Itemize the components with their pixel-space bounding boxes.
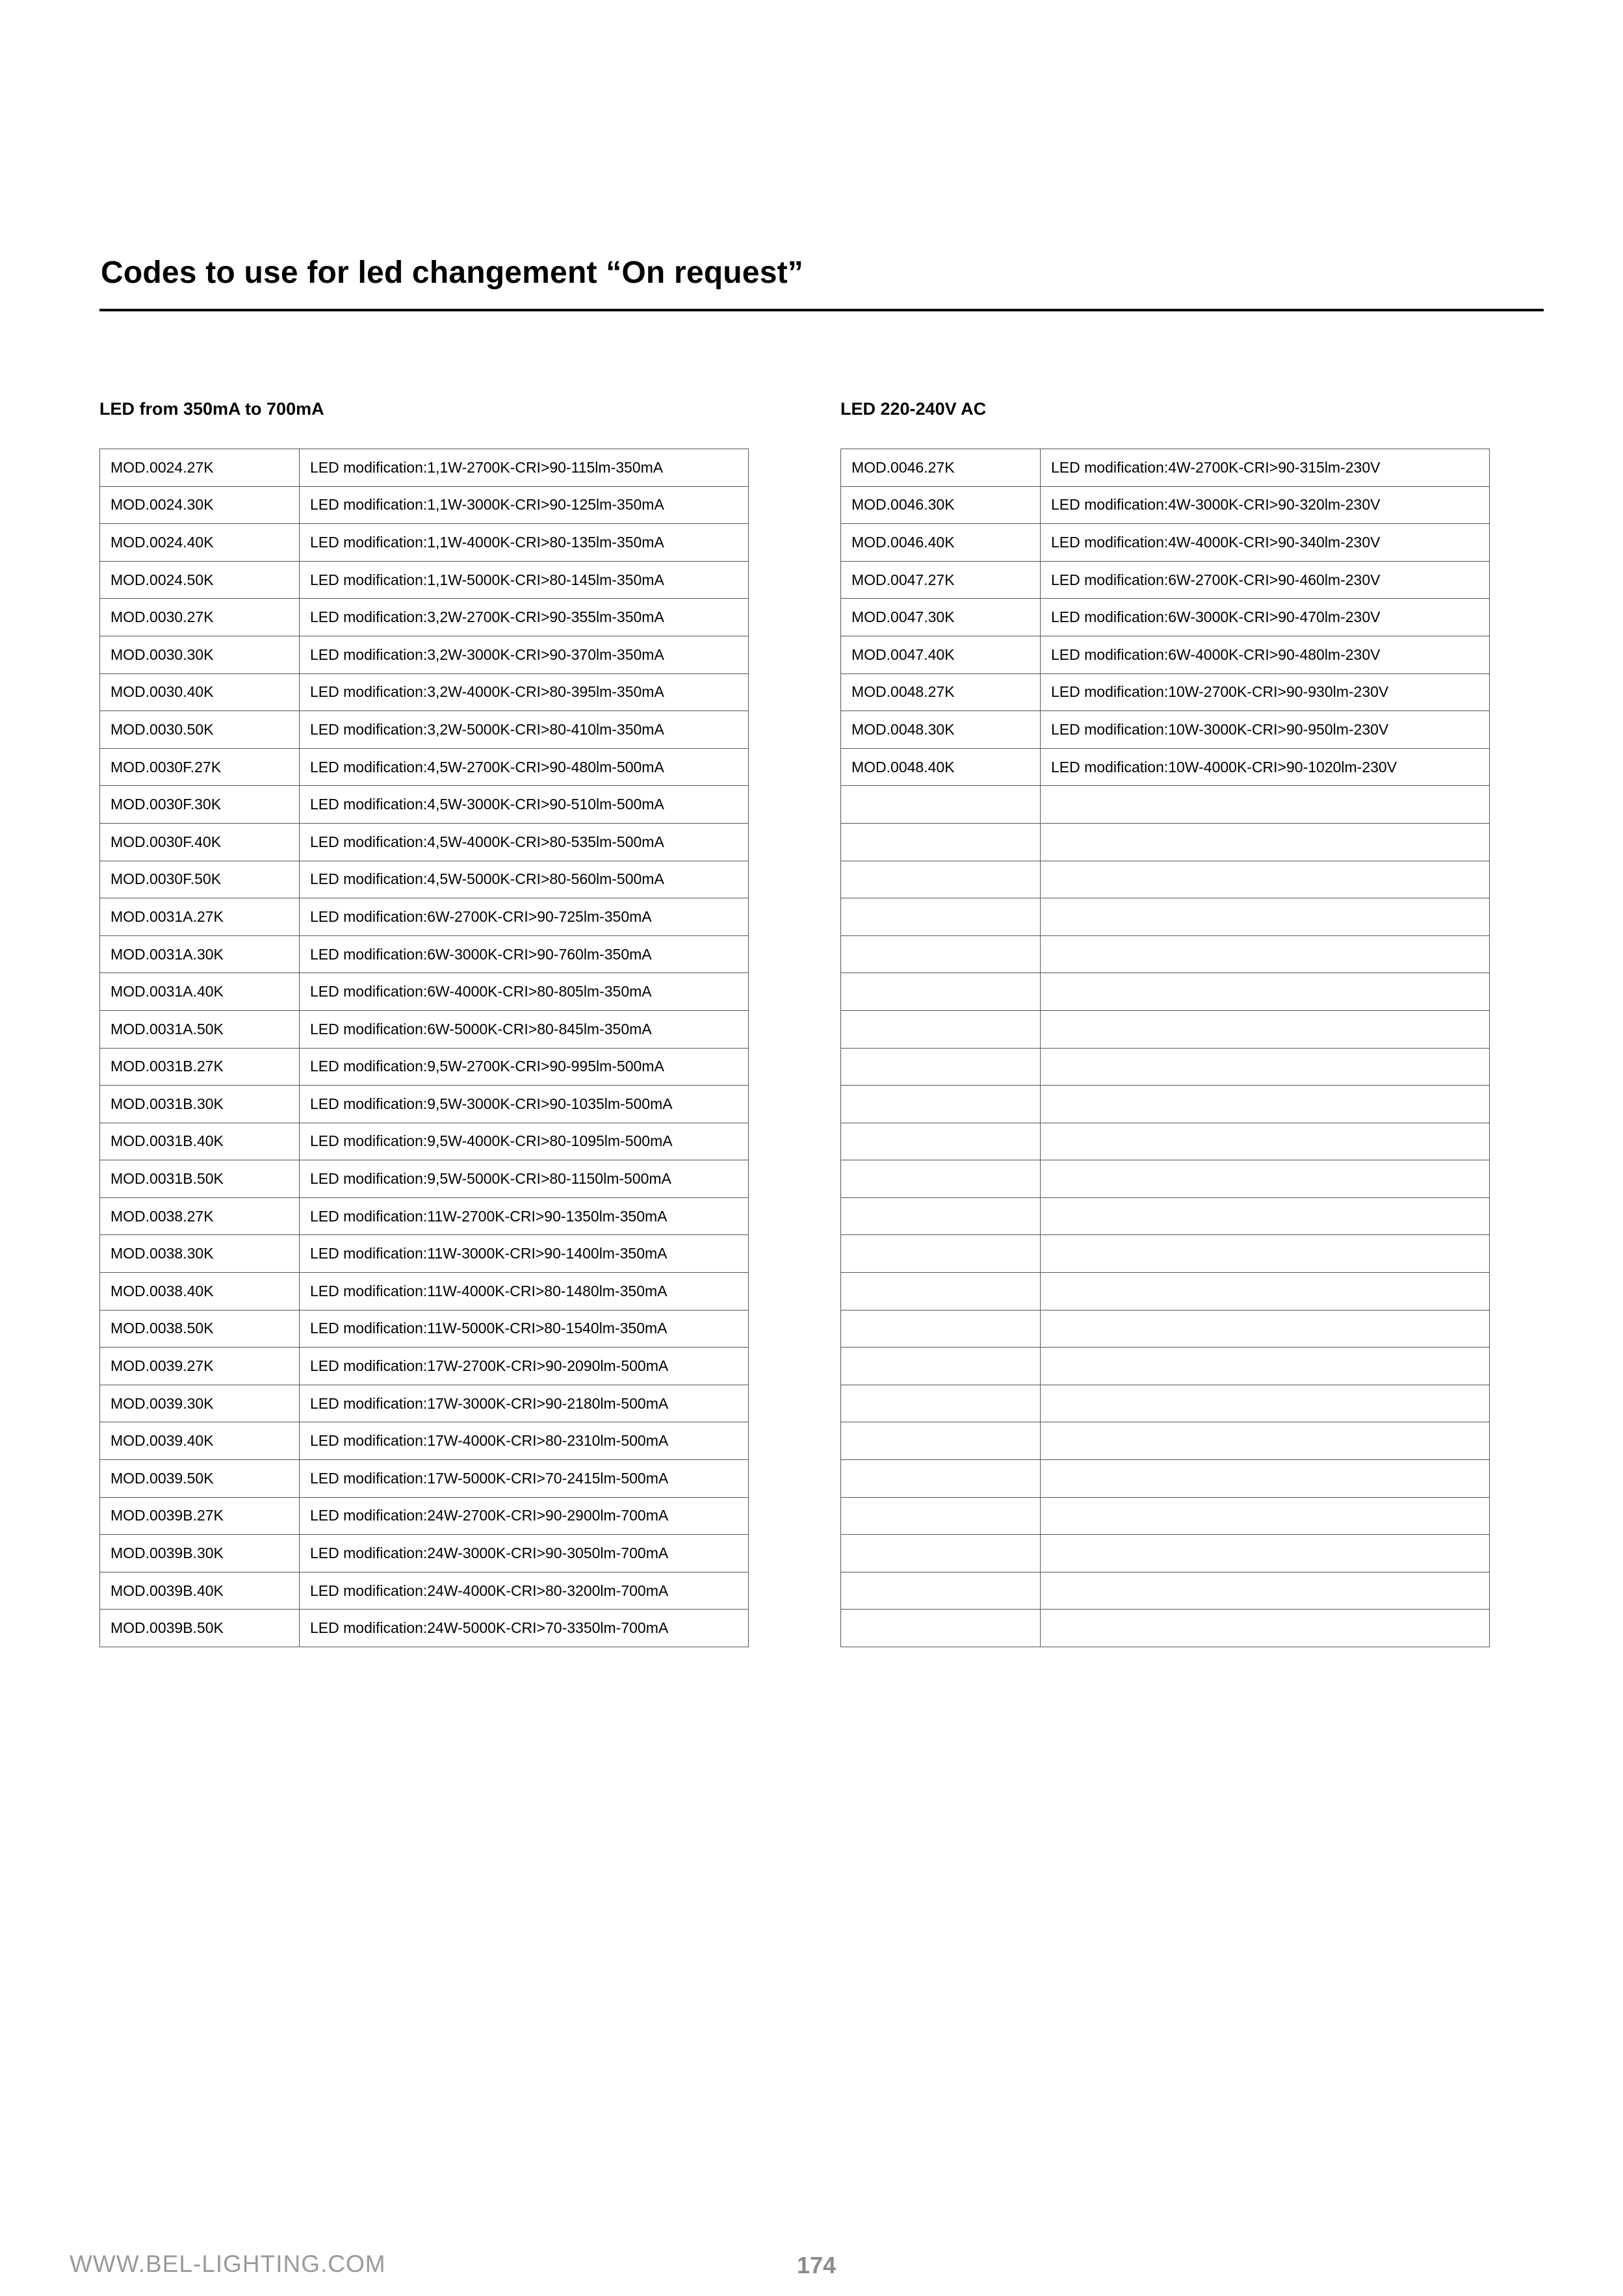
description-cell: LED modification:1,1W-3000K-CRI>90-125lm-350mA <box>300 486 749 524</box>
product-code-cell <box>841 1422 1041 1460</box>
product-code-cell: MOD.0031B.50K <box>100 1160 300 1198</box>
description-cell: LED modification:6W-2700K-CRI>90-460lm-230V <box>1041 561 1490 599</box>
table-row <box>100 561 749 599</box>
description-cell: LED modification:10W-4000K-CRI>90-1020lm-230V <box>1041 748 1490 786</box>
description-cell: LED modification:11W-5000K-CRI>80-1540lm-350mA <box>300 1310 749 1348</box>
table-row <box>841 823 1490 861</box>
table-row <box>100 1610 749 1647</box>
description-cell: LED modification:10W-3000K-CRI>90-950lm-230V <box>1041 711 1490 749</box>
table-row <box>841 861 1490 898</box>
table-row <box>841 1160 1490 1198</box>
description-cell <box>1041 1048 1490 1086</box>
product-code-cell: MOD.0030.50K <box>100 711 300 749</box>
table-row <box>841 1572 1490 1610</box>
description-cell: LED modification:3,2W-5000K-CRI>80-410lm-350mA <box>300 711 749 749</box>
product-code-cell <box>841 1385 1041 1422</box>
description-cell: LED modification:17W-3000K-CRI>90-2180lm-500mA <box>300 1385 749 1422</box>
table-row <box>100 1086 749 1123</box>
table-row <box>100 935 749 973</box>
section-heading-mains-voltage: LED 220-240V AC <box>840 399 987 419</box>
page-number: 174 <box>797 2252 837 2278</box>
description-cell: LED modification:6W-4000K-CRI>90-480lm-230V <box>1041 636 1490 673</box>
product-code-cell <box>841 973 1041 1011</box>
description-cell: LED modification:17W-4000K-CRI>80-2310lm-500mA <box>300 1422 749 1460</box>
table-row <box>841 748 1490 786</box>
description-cell: LED modification:17W-5000K-CRI>70-2415lm-500mA <box>300 1460 749 1498</box>
table-row <box>841 1273 1490 1311</box>
table-row <box>841 1010 1490 1048</box>
description-cell: LED modification:11W-2700K-CRI>90-1350lm-350mA <box>300 1197 749 1235</box>
product-code-cell: MOD.0030.27K <box>100 599 300 636</box>
description-cell: LED modification:9,5W-3000K-CRI>90-1035lm-500mA <box>300 1086 749 1123</box>
product-code-cell <box>841 1497 1041 1535</box>
description-cell <box>1041 1385 1490 1422</box>
codes-table-mains-voltage <box>840 449 1490 1647</box>
product-code-cell <box>841 1273 1041 1311</box>
table-row <box>100 1123 749 1160</box>
table-row <box>841 1348 1490 1385</box>
table-row <box>100 1310 749 1348</box>
table-row <box>100 1348 749 1385</box>
description-cell <box>1041 1160 1490 1198</box>
table-row <box>100 1422 749 1460</box>
description-cell: LED modification:6W-3000K-CRI>90-470lm-230V <box>1041 599 1490 636</box>
product-code-cell: MOD.0030F.40K <box>100 823 300 861</box>
table-row <box>100 1010 749 1048</box>
description-cell: LED modification:9,5W-5000K-CRI>80-1150lm-500mA <box>300 1160 749 1198</box>
product-code-cell <box>841 935 1041 973</box>
table-row <box>841 1048 1490 1086</box>
description-cell: LED modification:3,2W-4000K-CRI>80-395lm-350mA <box>300 673 749 711</box>
product-code-cell <box>841 1123 1041 1160</box>
product-code-cell: MOD.0031A.27K <box>100 898 300 936</box>
product-code-cell: MOD.0038.40K <box>100 1273 300 1311</box>
footer-website: WWW.BEL-LIGHTING.COM <box>70 2250 386 2277</box>
table-row <box>841 1123 1490 1160</box>
table-row <box>100 973 749 1011</box>
product-code-cell <box>841 1535 1041 1572</box>
product-code-cell <box>841 1572 1041 1610</box>
product-code-cell: MOD.0031B.30K <box>100 1086 300 1123</box>
table-row <box>100 861 749 898</box>
product-code-cell: MOD.0039B.50K <box>100 1610 300 1647</box>
table-row <box>100 449 749 487</box>
product-code-cell <box>841 1010 1041 1048</box>
product-code-cell: MOD.0047.30K <box>841 599 1041 636</box>
product-code-cell <box>841 1610 1041 1647</box>
table-row <box>100 599 749 636</box>
table-row <box>100 786 749 824</box>
product-code-cell: MOD.0038.50K <box>100 1310 300 1348</box>
description-cell: LED modification:4,5W-4000K-CRI>80-535lm-500mA <box>300 823 749 861</box>
table-row <box>841 898 1490 936</box>
description-cell <box>1041 1422 1490 1460</box>
section-heading-low-voltage: LED from 350mA to 700mA <box>99 399 324 419</box>
table-row <box>100 1048 749 1086</box>
product-code-cell: MOD.0031B.40K <box>100 1123 300 1160</box>
description-cell <box>1041 861 1490 898</box>
description-cell: LED modification:17W-2700K-CRI>90-2090lm-500mA <box>300 1348 749 1385</box>
product-code-cell <box>841 1348 1041 1385</box>
product-code-cell <box>841 1086 1041 1123</box>
description-cell: LED modification:24W-2700K-CRI>90-2900lm-700mA <box>300 1497 749 1535</box>
product-code-cell: MOD.0031A.30K <box>100 935 300 973</box>
product-code-cell: MOD.0038.30K <box>100 1235 300 1273</box>
table-row <box>100 1197 749 1235</box>
product-code-cell: MOD.0047.27K <box>841 561 1041 599</box>
product-code-cell: MOD.0038.27K <box>100 1197 300 1235</box>
description-cell: LED modification:6W-3000K-CRI>90-760lm-350mA <box>300 935 749 973</box>
table-row <box>841 449 1490 487</box>
table-row <box>100 1273 749 1311</box>
table-row <box>841 1086 1490 1123</box>
description-cell <box>1041 898 1490 936</box>
table-row <box>841 1610 1490 1647</box>
table-row <box>841 786 1490 824</box>
description-cell: LED modification:6W-4000K-CRI>80-805lm-350mA <box>300 973 749 1011</box>
description-cell: LED modification:3,2W-2700K-CRI>90-355lm-350mA <box>300 599 749 636</box>
description-cell <box>1041 1273 1490 1311</box>
table-row <box>100 486 749 524</box>
product-code-cell: MOD.0048.27K <box>841 673 1041 711</box>
description-cell: LED modification:9,5W-4000K-CRI>80-1095lm-500mA <box>300 1123 749 1160</box>
description-cell: LED modification:6W-5000K-CRI>80-845lm-350mA <box>300 1010 749 1048</box>
table-row <box>100 1535 749 1572</box>
description-cell: LED modification:11W-4000K-CRI>80-1480lm-350mA <box>300 1273 749 1311</box>
product-code-cell: MOD.0030F.30K <box>100 786 300 824</box>
description-cell <box>1041 1460 1490 1498</box>
product-code-cell: MOD.0048.40K <box>841 748 1041 786</box>
description-cell: LED modification:1,1W-5000K-CRI>80-145lm-350mA <box>300 561 749 599</box>
table-row <box>841 1422 1490 1460</box>
product-code-cell: MOD.0039B.40K <box>100 1572 300 1610</box>
table-row <box>841 1235 1490 1273</box>
description-cell: LED modification:4,5W-3000K-CRI>90-510lm-500mA <box>300 786 749 824</box>
product-code-cell: MOD.0046.40K <box>841 524 1041 562</box>
title-divider <box>99 309 1544 311</box>
description-cell <box>1041 786 1490 824</box>
table-row <box>100 1385 749 1422</box>
product-code-cell: MOD.0039.40K <box>100 1422 300 1460</box>
product-code-cell: MOD.0024.40K <box>100 524 300 562</box>
table-row <box>100 1160 749 1198</box>
product-code-cell <box>841 1160 1041 1198</box>
table-row <box>100 748 749 786</box>
table-row <box>841 1460 1490 1498</box>
description-cell: LED modification:4,5W-2700K-CRI>90-480lm-500mA <box>300 748 749 786</box>
table-row <box>841 673 1490 711</box>
description-cell <box>1041 1086 1490 1123</box>
product-code-cell: MOD.0046.27K <box>841 449 1041 487</box>
description-cell: LED modification:1,1W-2700K-CRI>90-115lm-350mA <box>300 449 749 487</box>
description-cell <box>1041 1197 1490 1235</box>
table-row <box>100 673 749 711</box>
product-code-cell <box>841 823 1041 861</box>
description-cell: LED modification:9,5W-2700K-CRI>90-995lm-500mA <box>300 1048 749 1086</box>
product-code-cell: MOD.0048.30K <box>841 711 1041 749</box>
product-code-cell: MOD.0039.50K <box>100 1460 300 1498</box>
product-code-cell: MOD.0024.50K <box>100 561 300 599</box>
product-code-cell: MOD.0039B.27K <box>100 1497 300 1535</box>
table-row <box>100 898 749 936</box>
description-cell <box>1041 1310 1490 1348</box>
description-cell <box>1041 1610 1490 1647</box>
product-code-cell: MOD.0024.30K <box>100 486 300 524</box>
description-cell: LED modification:4W-3000K-CRI>90-320lm-230V <box>1041 486 1490 524</box>
product-code-cell: MOD.0024.27K <box>100 449 300 487</box>
table-row <box>841 1535 1490 1572</box>
product-code-cell <box>841 1235 1041 1273</box>
product-code-cell: MOD.0039.30K <box>100 1385 300 1422</box>
table-row <box>841 935 1490 973</box>
table-row <box>841 524 1490 562</box>
page-title: Codes to use for led changement “On request” <box>101 255 803 290</box>
description-cell <box>1041 935 1490 973</box>
table-row <box>841 636 1490 673</box>
table-row <box>100 1235 749 1273</box>
table-row <box>841 711 1490 749</box>
product-code-cell <box>841 1310 1041 1348</box>
table-row <box>841 1197 1490 1235</box>
description-cell: LED modification:24W-4000K-CRI>80-3200lm-700mA <box>300 1572 749 1610</box>
product-code-cell <box>841 1048 1041 1086</box>
description-cell <box>1041 1123 1490 1160</box>
description-cell: LED modification:10W-2700K-CRI>90-930lm-230V <box>1041 673 1490 711</box>
description-cell <box>1041 973 1490 1011</box>
table-row <box>841 1497 1490 1535</box>
description-cell: LED modification:1,1W-4000K-CRI>80-135lm-350mA <box>300 524 749 562</box>
product-code-cell <box>841 1197 1041 1235</box>
table-row <box>100 1572 749 1610</box>
product-code-cell <box>841 1460 1041 1498</box>
table-row <box>100 524 749 562</box>
product-code-cell: MOD.0039B.30K <box>100 1535 300 1572</box>
description-cell: LED modification:24W-3000K-CRI>90-3050lm-700mA <box>300 1535 749 1572</box>
table-row <box>100 636 749 673</box>
table-row <box>100 1497 749 1535</box>
product-code-cell <box>841 898 1041 936</box>
table-row <box>841 599 1490 636</box>
description-cell <box>1041 1572 1490 1610</box>
product-code-cell: MOD.0030F.50K <box>100 861 300 898</box>
table-row <box>100 823 749 861</box>
description-cell <box>1041 1497 1490 1535</box>
table-row <box>841 486 1490 524</box>
table-row <box>841 1385 1490 1422</box>
table-row <box>841 561 1490 599</box>
product-code-cell: MOD.0030.40K <box>100 673 300 711</box>
product-code-cell: MOD.0039.27K <box>100 1348 300 1385</box>
description-cell: LED modification:4W-4000K-CRI>90-340lm-230V <box>1041 524 1490 562</box>
description-cell: LED modification:4W-2700K-CRI>90-315lm-230V <box>1041 449 1490 487</box>
description-cell <box>1041 1348 1490 1385</box>
product-code-cell: MOD.0031A.40K <box>100 973 300 1011</box>
description-cell: LED modification:4,5W-5000K-CRI>80-560lm-500mA <box>300 861 749 898</box>
description-cell: LED modification:6W-2700K-CRI>90-725lm-350mA <box>300 898 749 936</box>
description-cell: LED modification:24W-5000K-CRI>70-3350lm-700mA <box>300 1610 749 1647</box>
product-code-cell: MOD.0030.30K <box>100 636 300 673</box>
description-cell: LED modification:3,2W-3000K-CRI>90-370lm-350mA <box>300 636 749 673</box>
product-code-cell: MOD.0031B.27K <box>100 1048 300 1086</box>
table-row <box>100 1460 749 1498</box>
table-row <box>841 1310 1490 1348</box>
table-row <box>841 973 1490 1011</box>
product-code-cell: MOD.0030F.27K <box>100 748 300 786</box>
product-code-cell <box>841 786 1041 824</box>
product-code-cell <box>841 861 1041 898</box>
description-cell: LED modification:11W-3000K-CRI>90-1400lm-350mA <box>300 1235 749 1273</box>
description-cell <box>1041 1535 1490 1572</box>
description-cell <box>1041 823 1490 861</box>
product-code-cell: MOD.0046.30K <box>841 486 1041 524</box>
description-cell <box>1041 1235 1490 1273</box>
table-row <box>100 711 749 749</box>
product-code-cell: MOD.0031A.50K <box>100 1010 300 1048</box>
description-cell <box>1041 1010 1490 1048</box>
product-code-cell: MOD.0047.40K <box>841 636 1041 673</box>
codes-table-low-voltage <box>99 449 749 1647</box>
